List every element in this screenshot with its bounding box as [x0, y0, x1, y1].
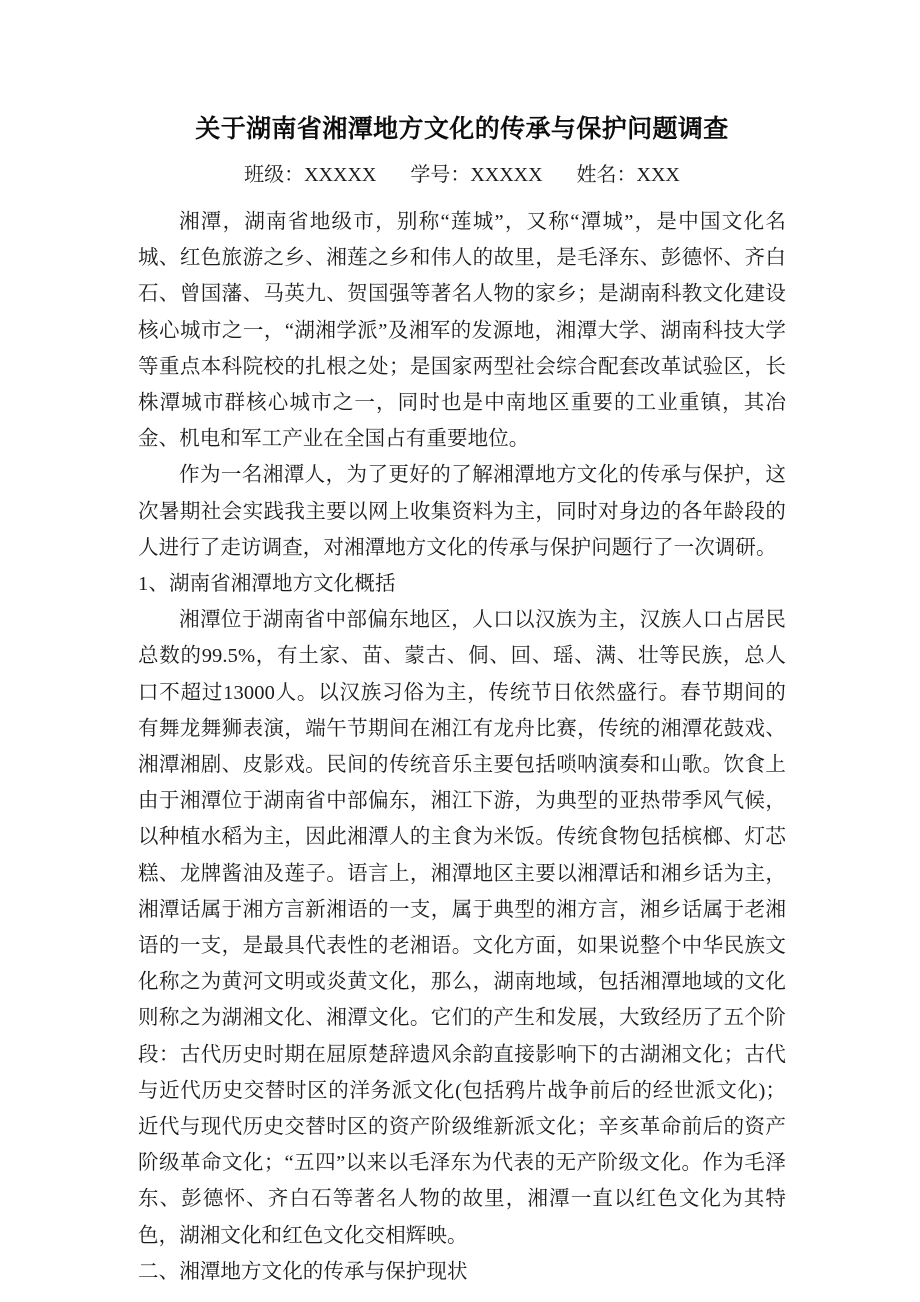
student-name-field: 姓名：XXX [576, 164, 680, 186]
section-heading: 二、湘潭地方文化的传承与保护现状 [138, 1260, 468, 1283]
document-content [138, 0, 786, 1290]
body-paragraph: 湘潭，湖南省地级市，别称“莲城”，又称“潭城”，是中国文化名城、红色旅游之乡、湘莲之乡和伟人的故里，是毛泽东、彭德怀、齐白石、曾国藩、马英九、贺国强等著名人物的家乡；是湖南科教文化建设核心城市之一，“湖湘学派”及湘军的发源地，湘潭大学、湖南科技大学等重点本科院校的扎根之处；是国家两型社会综合配套改革试验区，长株潭城市群核心城市之一，同时也是中南地区重要的工业重镇，其冶金、机电和军工产业在全国占有重要地位。 [138, 211, 786, 451]
student-meta-line [138, 146, 786, 191]
body-paragraph: 作为一名湘潭人，为了更好的了解湘潭地方文化的传承与保护，这次暑期社会实践我主要以网上收集资料为主，同时对身边的各年龄段的人进行了走访调查，对湘潭地方文化的传承与保护问题行了一次调研。 [138, 464, 786, 559]
document-body [138, 191, 786, 1290]
class-field: 班级：XXXXX [244, 164, 377, 186]
page-title: 关于湖南省湘潭地方文化的传承与保护问题调查 [195, 114, 729, 143]
section-heading: 1、湖南省湘潭地方文化概括 [138, 573, 396, 596]
student-id-field: 学号：XXXXX [410, 164, 543, 186]
body-paragraph: 湘潭位于湖南省中部偏东地区，人口以汉族为主，汉族人口占居民总数的99.5%，有土家、苗、蒙古、侗、回、瑶、满、壮等民族，总人口不超过13000人。以汉族习俗为主，传统节日依然盛行。春节期间的有舞龙舞狮表演，端午节期间在湘江有龙舟比赛，传统的湘潭花鼓戏、湘潭湘剧、皮影戏。民间的传统音乐主要包括唢呐演奏和山歌。饮食上由于湘潭位于湖南省中部偏东，湘江下游，为典型的亚热带季风气候，以种植水稻为主，因此湘潭人的主食为米饭。传统食物包括槟榔、灯芯糕、龙牌酱油及莲子。语言上，湘潭地区主要以湘潭话和湘乡话为主，湘潭话属于湘方言新湘语的一支，属于典型的湘方言，湘乡话属于老湘语的一支，是最具代表性的老湘语。文化方面，如果说整个中华民族文化称之为黄河文明或炎黄文化，那么，湖南地域，包括湘潭地域的文化则称之为湖湘文化、湘潭文化。它们的产生和发展，大致经历了五个阶段：古代历史时期在屈原楚辞遗风余韵直接影响下的古湖湘文化；古代与近代历史交替时区的洋务派文化(包括鸦片战争前后的经世派文化)；近代与现代历史交替时区的资产阶级维新派文化；辛亥革命前后的资产阶级革命文化；“五四”以来以毛泽东为代表的无产阶级文化。作为毛泽东、彭德怀、齐白石等著名人物的故里，湘潭一直以红色文化为其特色，湖湘文化和红色文化交相辉映。 [138, 609, 786, 1247]
